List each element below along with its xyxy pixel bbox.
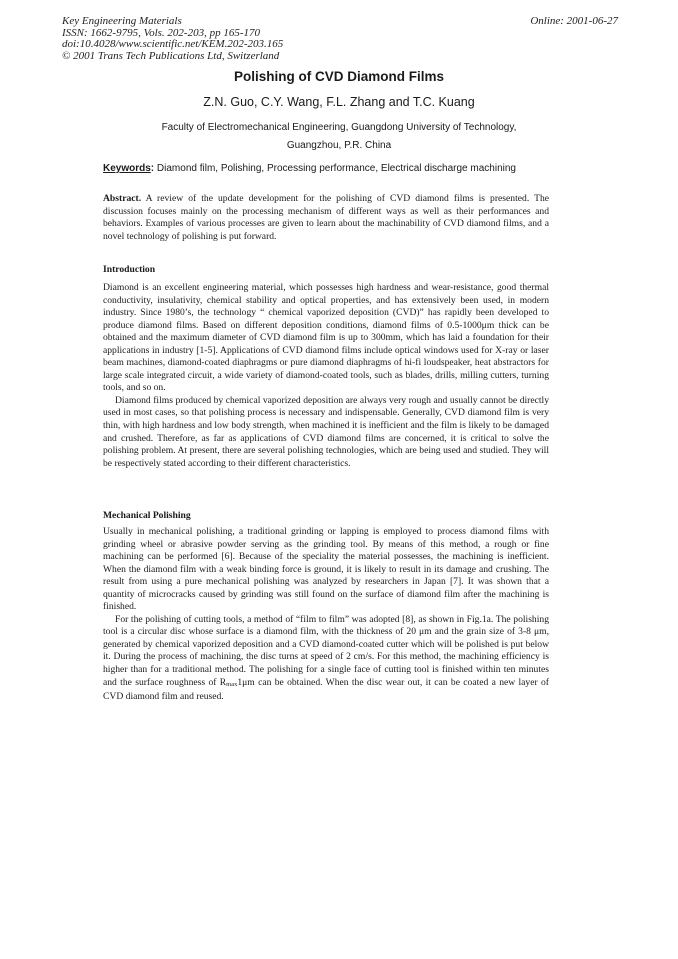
publication-header: [62, 16, 402, 62]
introduction-heading: Introduction: [103, 264, 156, 275]
affiliation-line-2: Guangzhou, P.R. China: [286, 140, 392, 151]
affiliation-line-1: Faculty of Electromechanical Engineering, Guangdong University of Technology,: [161, 122, 517, 133]
journal-name: Key Engineering Materials: [62, 15, 182, 27]
issn-line: ISSN: 1662-9795, Vols. 202-203, pp 165-170: [62, 26, 260, 39]
mechanical-paragraph-2-part-a: For the polishing of cutting tools, a method of “film to film” was adopted [8], as shown in Fig.1a. The polishing tool is a circular disc whose surface is a diamond film, with the thickness of 20 μm and the grain size of 3-8 μm, generated by chemical vaporized deposition and a CVD diamond-coated cutter which will be polished is put below it. During the process of machining, the disc turns at speed of 2 cm/s. For this method, the machining efficiency is higher than for a traditional method. The polishing for a single face of cutting tool is finished within ten minutes and the surface roughness of R: [103, 613, 549, 688]
roughness-subscript: max: [226, 680, 238, 688]
keywords: Keywords: Diamond film, Polishing, Processing performance, Electrical discharge machining: [103, 163, 516, 174]
abstract: [103, 193, 549, 243]
keywords-text: Diamond film, Polishing, Processing performance, Electrical discharge machining: [156, 163, 516, 174]
mechanical-paragraph-2: [103, 614, 549, 704]
doi-line: doi:10.4028/www.scientific.net/KEM.202-203.165: [62, 38, 284, 51]
keywords-label: Keywords: [103, 163, 151, 174]
affiliation: [0, 119, 678, 155]
introduction-paragraph-1: Diamond is an excellent engineering material, which possesses high hardness and wear-resistance, good thermal conductivity, insulativity, chemical stability and optical properties, and has extensively been used, in modern industry. Since 1980’s, the technology “ chemical vaporized deposition (CVD)” has rapidly been developed to produce diamond films. Based on different deposition conditions, diamond films of 0.5-1000μm thick can be obtained and the maximum diameter of CVD diamond film is up to 300mm, which has laid a foundation for their applications in industry [1-5]. Applications of CVD diamond films include optical windows used for X-ray or laser beam machines, diamond-coated diaphragms or pure diamond diaphragms of hi-fi loudspeaker, heat abstractors for large scale integrated circuit, a wide variety of diamond-coated tools, such as blades, drills, milling cutters, turning tools, and so on.: [103, 282, 549, 394]
paper-title: Polishing of CVD Diamond Films: [233, 69, 444, 84]
author-list: Z.N. Guo, C.Y. Wang, F.L. Zhang and T.C. Kuang: [203, 95, 475, 109]
mechanical-polishing-heading: Mechanical Polishing: [103, 510, 191, 521]
abstract-text: A review of the update development for the polishing of CVD diamond films is presented. The discussion focuses mainly on the processing mechanism of different ways as well as their performances and behaviors. Examples of various processes are given to learn about the machinability of CVD diamond films, and a novel technology of polishing is put forward.: [103, 193, 549, 242]
mechanical-polishing-body: [103, 526, 549, 704]
mechanical-paragraph-1: Usually in mechanical polishing, a traditional grinding or lapping is employed to process diamond films with grinding wheel or abrasive powder serving as the grinding tool. By means of this method, a rough or fine machining can be performed [6]. Because of the speciality the material possesses, the machining is inefficient. When the diamond film with a weak binding force is ground, it is likely to result in its damage and crushing. The result from using a pure mechanical polishing was analyzed by researchers in Japan [7]. It was shown that a quantity of microcracks caused by grinding was still found on the surface of diamond film after the machining is finished.: [103, 526, 549, 613]
copyright-line: © 2001 Trans Tech Publications Ltd, Switzerland: [62, 49, 280, 62]
mechanical-paragraph-2-part-b: 1μm can be obtained. When the disc wear out, it can be coated a new layer of CVD diamond film and reused.: [103, 676, 549, 703]
abstract-label: Abstract.: [103, 193, 142, 204]
introduction-paragraph-2: Diamond films produced by chemical vaporized deposition are always very rough and usually cannot be directly used in most cases, so that polishing process is necessary and indispensable. Generally, CVD diamond film is very thin, with high hardness and low body strength, when machined it is inefficient and the film is likely to be damaged and crushed. Therefore, as far as applications of CVD diamond films are concerned, it is critical to solve the polishing problem. At present, there are several polishing technologies, which are being used and studied. They will be respectively stated according to their different characteristics.: [103, 394, 549, 469]
online-date: Online: 2001-06-27: [530, 15, 618, 27]
introduction-body: [103, 282, 549, 470]
